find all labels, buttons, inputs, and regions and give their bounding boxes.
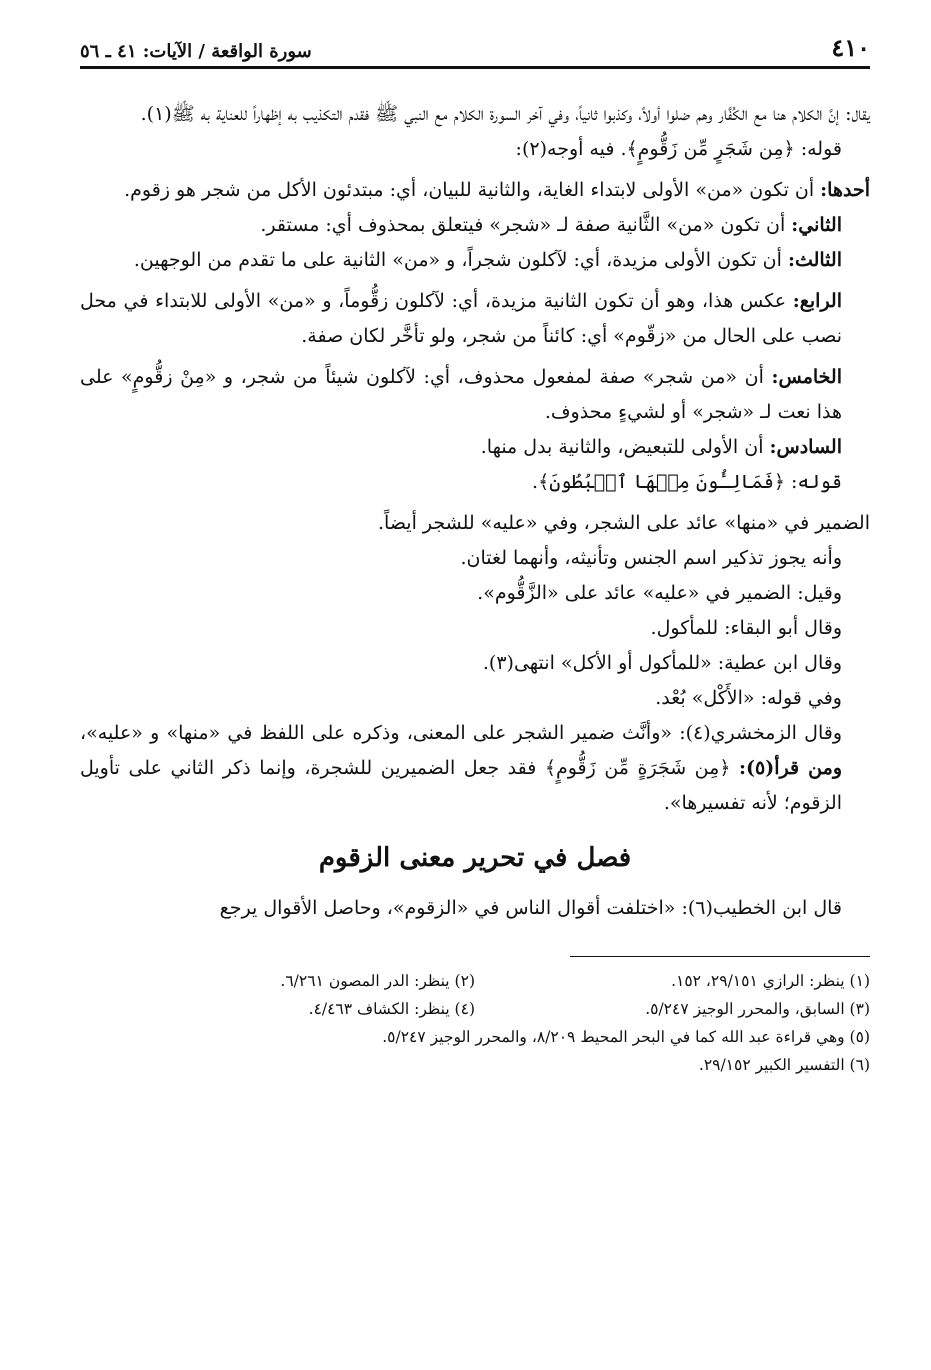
footnote-1: (١) ينظر: الرازي ٢٩/١٥١، ١٥٢. bbox=[671, 972, 870, 990]
text-zamakhshari-a: وقال الزمخشري(٤): «وأنَّث ضمير الشجر على المعنى، وذكره على اللفظ في «منها» و «عليه»، bbox=[80, 722, 842, 744]
paragraph-2: قوله: ﴿مِن شَجَرٍ مِّن زَقُّومٍ﴾. فيه أوجه(٢): bbox=[515, 138, 842, 160]
footnote-6: (٦) التفسير الكبير ٢٩/١٥٢. bbox=[698, 1056, 870, 1074]
paragraph-pronoun: الضمير في «منها» عائد على الشجر، وفي «عليه» للشجر أيضاً. bbox=[377, 512, 870, 534]
section-heading: فصل في تحرير معنى الزقوم bbox=[318, 843, 632, 873]
paragraph-abu-albaqa: وقال أبو البقاء: للمأكول. bbox=[650, 617, 842, 639]
paragraph-qila: وقيل: الضمير في «عليه» عائد على «الزَّقُّوم». bbox=[477, 582, 842, 604]
term-man-qara: ومن قرأ(٥): bbox=[739, 757, 843, 779]
term-first: أحدها: bbox=[820, 179, 870, 201]
text-zamakhshari-b: ﴿مِن شَجَرَةٍ مِّن زَقُّومٍ﴾ فقد جعل الضميرين للشجرة، وإنما ذكر الثاني على تأويل الزقوم؛ لأنه تفسيرها». bbox=[80, 757, 842, 814]
paragraph-zamakhshari bbox=[80, 716, 870, 821]
term-third: الثالث: bbox=[787, 249, 842, 271]
term-sixth: السادس: bbox=[769, 436, 842, 458]
main-text bbox=[80, 97, 870, 926]
text-first: أن تكون «من» الأولى لابتداء الغاية، والثانية للبيان، أي: مبتدئون الأكل من شجر هو زقوم. bbox=[124, 179, 821, 201]
paragraph-second-aspect bbox=[80, 208, 870, 243]
footnote-3: (٣) السابق، والمحرر الوجيز ٥/٢٤٧. bbox=[645, 1000, 870, 1018]
text-sixth: أن الأولى للتبعيض، والثانية بدل منها. bbox=[480, 436, 770, 458]
text-fifth: أن «من شجر» صفة لمفعول محذوف، أي: لآكلون شيئاً من شجر، و «مِنْ زقُّومٍ» على هذا نعت لـ «شجر» أو لشيءٍ محذوف. bbox=[80, 366, 842, 423]
paragraph-third-aspect bbox=[80, 243, 870, 278]
term-fifth: الخامس: bbox=[771, 366, 842, 388]
page-header bbox=[80, 28, 870, 62]
footnote-2: (٢) ينظر: الدر المصون ٦/٢٦١. bbox=[280, 972, 475, 990]
paragraph-verse-quote: قوله: ﴿فَمَالِـُٔونَ مِنۡهَا ٱلۡبُطُونَ﴾. bbox=[532, 471, 842, 493]
paragraph-first-aspect bbox=[80, 173, 870, 208]
text-fourth: عكس هذا، وهو أن تكون الثانية مزيدة، أي: لآكلون زقُّوماً، و «من» الأولى للابتداء في محل نصب على الحال من «زقّوم» أي: كائناً من شجر، ولو تأخَّر لكان صفة. bbox=[80, 290, 842, 347]
page-number: ٤١٠ bbox=[831, 33, 870, 62]
paragraph-sixth-aspect bbox=[80, 430, 870, 465]
footnote-rule bbox=[570, 956, 870, 957]
text-third: أن تكون الأولى مزيدة، أي: لآكلون شجراً، و «من» الثانية على ما تقدم من الوجهين. bbox=[133, 249, 788, 271]
footnote-4: (٤) ينظر: الكشاف ٤/٤٦٣. bbox=[308, 1000, 475, 1018]
term-second: الثاني: bbox=[791, 214, 842, 236]
paragraph-ibn-atiyya: وقال ابن عطية: «للمأكول أو الأكل» انتهى(٣). bbox=[482, 652, 842, 674]
header-rule bbox=[80, 66, 870, 69]
footnote-5: (٥) وهي قراءة عبد الله كما في البحر المحيط ٨/٢٠٩، والمحرر الوجيز ٥/٢٤٧. bbox=[382, 1028, 870, 1046]
paragraph-1: يقال: إنَّ الكلام هنا مع الكُفَّار وهم ضلوا أولاً، وكذبوا ثانياً، وفي آخر السورة الكلام مع النبي ﷺ فقدم التكذيب به إظهاراً للعناية به ﷺ(١). bbox=[140, 103, 870, 125]
paragraph-ibn-alkhatib: قال ابن الخطيب(٦): «اختلفت أقوال الناس في «الزقوم»، وحاصل الأقوال يرجع bbox=[219, 897, 842, 919]
term-fourth: الرابع: bbox=[792, 290, 842, 312]
running-title: سورة الواقعة / الآيات: ٤١ ـ ٥٦ bbox=[80, 41, 312, 62]
paragraph-gender: وأنه يجوز تذكير اسم الجنس وتأنيثه، وأنهما لغتان. bbox=[460, 547, 842, 569]
footnotes bbox=[80, 967, 870, 1079]
text-second: أن تكون «من» الثَّانية صفة لـ «شجر» فيتعلق بمحذوف أي: مستقر. bbox=[260, 214, 792, 236]
paragraph-fi-qawlihi: وفي قوله: «الأَكْل» بُعْد. bbox=[655, 687, 842, 709]
paragraph-fourth-aspect bbox=[80, 284, 870, 354]
book-page bbox=[80, 28, 870, 1079]
footnote-row bbox=[80, 967, 870, 995]
paragraph-fifth-aspect bbox=[80, 360, 870, 430]
footnote-row bbox=[80, 995, 870, 1023]
